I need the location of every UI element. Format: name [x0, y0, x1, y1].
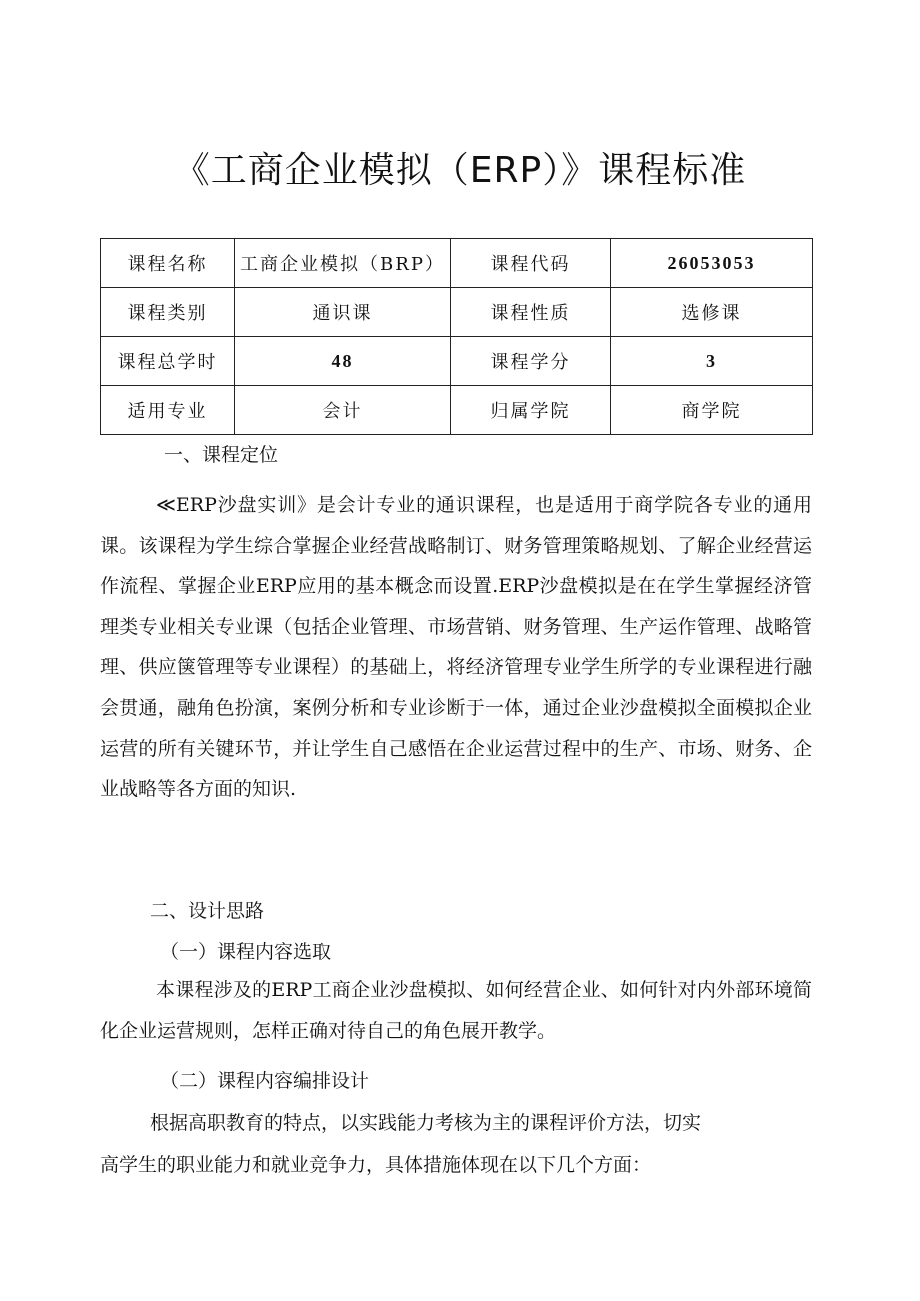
table-row: [101, 386, 813, 435]
paragraph-content-selection: 本课程涉及的ERP工商企业沙盘模拟、如何经营企业、如何针对内外部环境简化企业运营规则，怎样正确对待自己的角色展开教学。: [100, 979, 812, 1042]
paragraph-arrangement-line1: 根据高职教育的特点，以实践能力考核为主的课程评价方法，切实: [150, 1112, 702, 1134]
paragraph-course-positioning: ≪ERP沙盘实训》是会计专业的通识课程，也是适用于商学院各专业的通用课。该课程为学生综合掌握企业经营战略制订、财务管理策略规划、了解企业经营运作流程、掌握企业ERP应用的基本概念而设置.ERP沙盘模拟是在在学生掌握经济管理类专业相关专业课（包括企业管理、市场营销、财务管理、生产运作管理、战略管理、供应箧管理等专业课程）的基础上，将经济管理专业学生所学的专业课程进行融会贯通，融角色扮演，案例分析和专业诊断于一体，通过企业沙盘模拟全面模拟企业运营的所有关键环节，并让学生自己感悟在企业运营过程中的生产、市场、财务、企业战略等各方面的知识.: [100, 494, 812, 801]
table-cell: 适用专业: [101, 386, 235, 435]
table-cell: 3: [611, 337, 813, 386]
table-cell: 商学院: [611, 386, 813, 435]
document-title: 《工商企业模拟（ERP）》课程标准: [173, 150, 747, 191]
table-cell: 课程类别: [101, 288, 235, 337]
paragraph-arrangement-line2: 高学生的职业能力和就业竞争力，具体措施体现在以下几个方面：: [100, 1154, 652, 1176]
subheading-content-selection: （一）课程内容选取: [160, 941, 332, 963]
table-cell: 课程名称: [101, 239, 235, 288]
table-cell: 会计: [235, 386, 451, 435]
section-heading-positioning: 一、课程定位: [164, 444, 279, 466]
table-cell: 工商企业模拟（BRP）: [235, 239, 451, 288]
table-cell: 26053053: [611, 239, 813, 288]
subheading-content-arrangement: （二）课程内容编排设计: [160, 1070, 370, 1092]
table-cell: 归属学院: [451, 386, 611, 435]
table-cell: 课程学分: [451, 337, 611, 386]
table-row: [101, 239, 813, 288]
table-cell: 课程总学时: [101, 337, 235, 386]
table-cell: 选修课: [611, 288, 813, 337]
section-heading-design: 二、设计思路: [150, 900, 265, 922]
course-info-table: [100, 238, 813, 435]
table-cell: 课程性质: [451, 288, 611, 337]
table-cell: 课程代码: [451, 239, 611, 288]
table-cell: 通识课: [235, 288, 451, 337]
table-cell: 48: [235, 337, 451, 386]
table-row: [101, 337, 813, 386]
table-row: [101, 288, 813, 337]
